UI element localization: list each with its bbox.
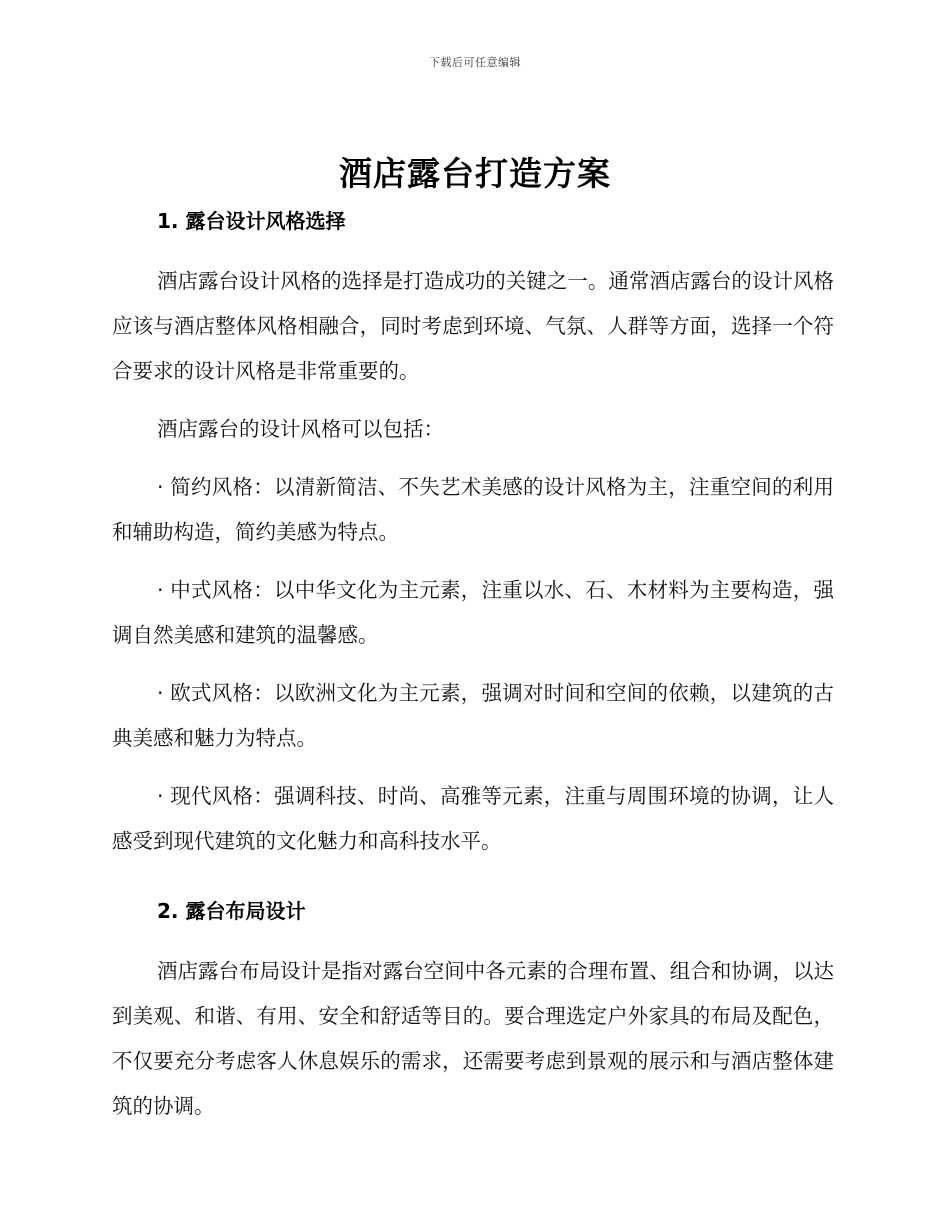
section-heading-2: 2. 露台布局设计	[157, 899, 306, 923]
paragraph-intro: 酒店露台设计风格的选择是打造成功的关键之一。通常酒店露台的设计风格应该与酒店整体风格相融合，同时考虑到环境、气氛、人群等方面，选择一个符合要求的设计风格是非常重要的。	[112, 269, 834, 383]
paragraph-layout-design: 酒店露台布局设计是指对露台空间中各元素的合理布置、组合和协调，以达到美观、和谐、有用、安全和舒适等目的。要合理选定户外家具的布局及配色，不仅要充分考虑客人休息娱乐的需求，还需要考虑到景观的展示和与酒店整体建筑的协调。	[112, 959, 834, 1118]
list-item-chinese-style: · 中式风格：以中华文化为主元素，注重以水、石、木材料为主要构造，强调自然美感和建筑的温馨感。	[112, 578, 834, 647]
document-body	[112, 206, 834, 1129]
document-title: 酒店露台打造方案	[339, 154, 611, 193]
paragraph-style-list-intro: 酒店露台的设计风格可以包括：	[157, 417, 444, 441]
list-item-european-style: · 欧式风格：以欧洲文化为主元素，强调对时间和空间的依赖，以建筑的古典美感和魅力为特点。	[112, 681, 834, 750]
list-item-minimalist-style: · 简约风格：以清新简洁、不失艺术美感的设计风格为主，注重空间的利用和辅助构造，简约美感为特点。	[112, 475, 834, 544]
header-note: 下载后可任意编辑	[429, 56, 521, 69]
section-heading-1: 1. 露台设计风格选择	[157, 209, 346, 233]
list-item-modern-style: · 现代风格：强调科技、时尚、高雅等元素，注重与周围环境的协调，让人感受到现代建筑的文化魅力和高科技水平。	[112, 784, 834, 853]
